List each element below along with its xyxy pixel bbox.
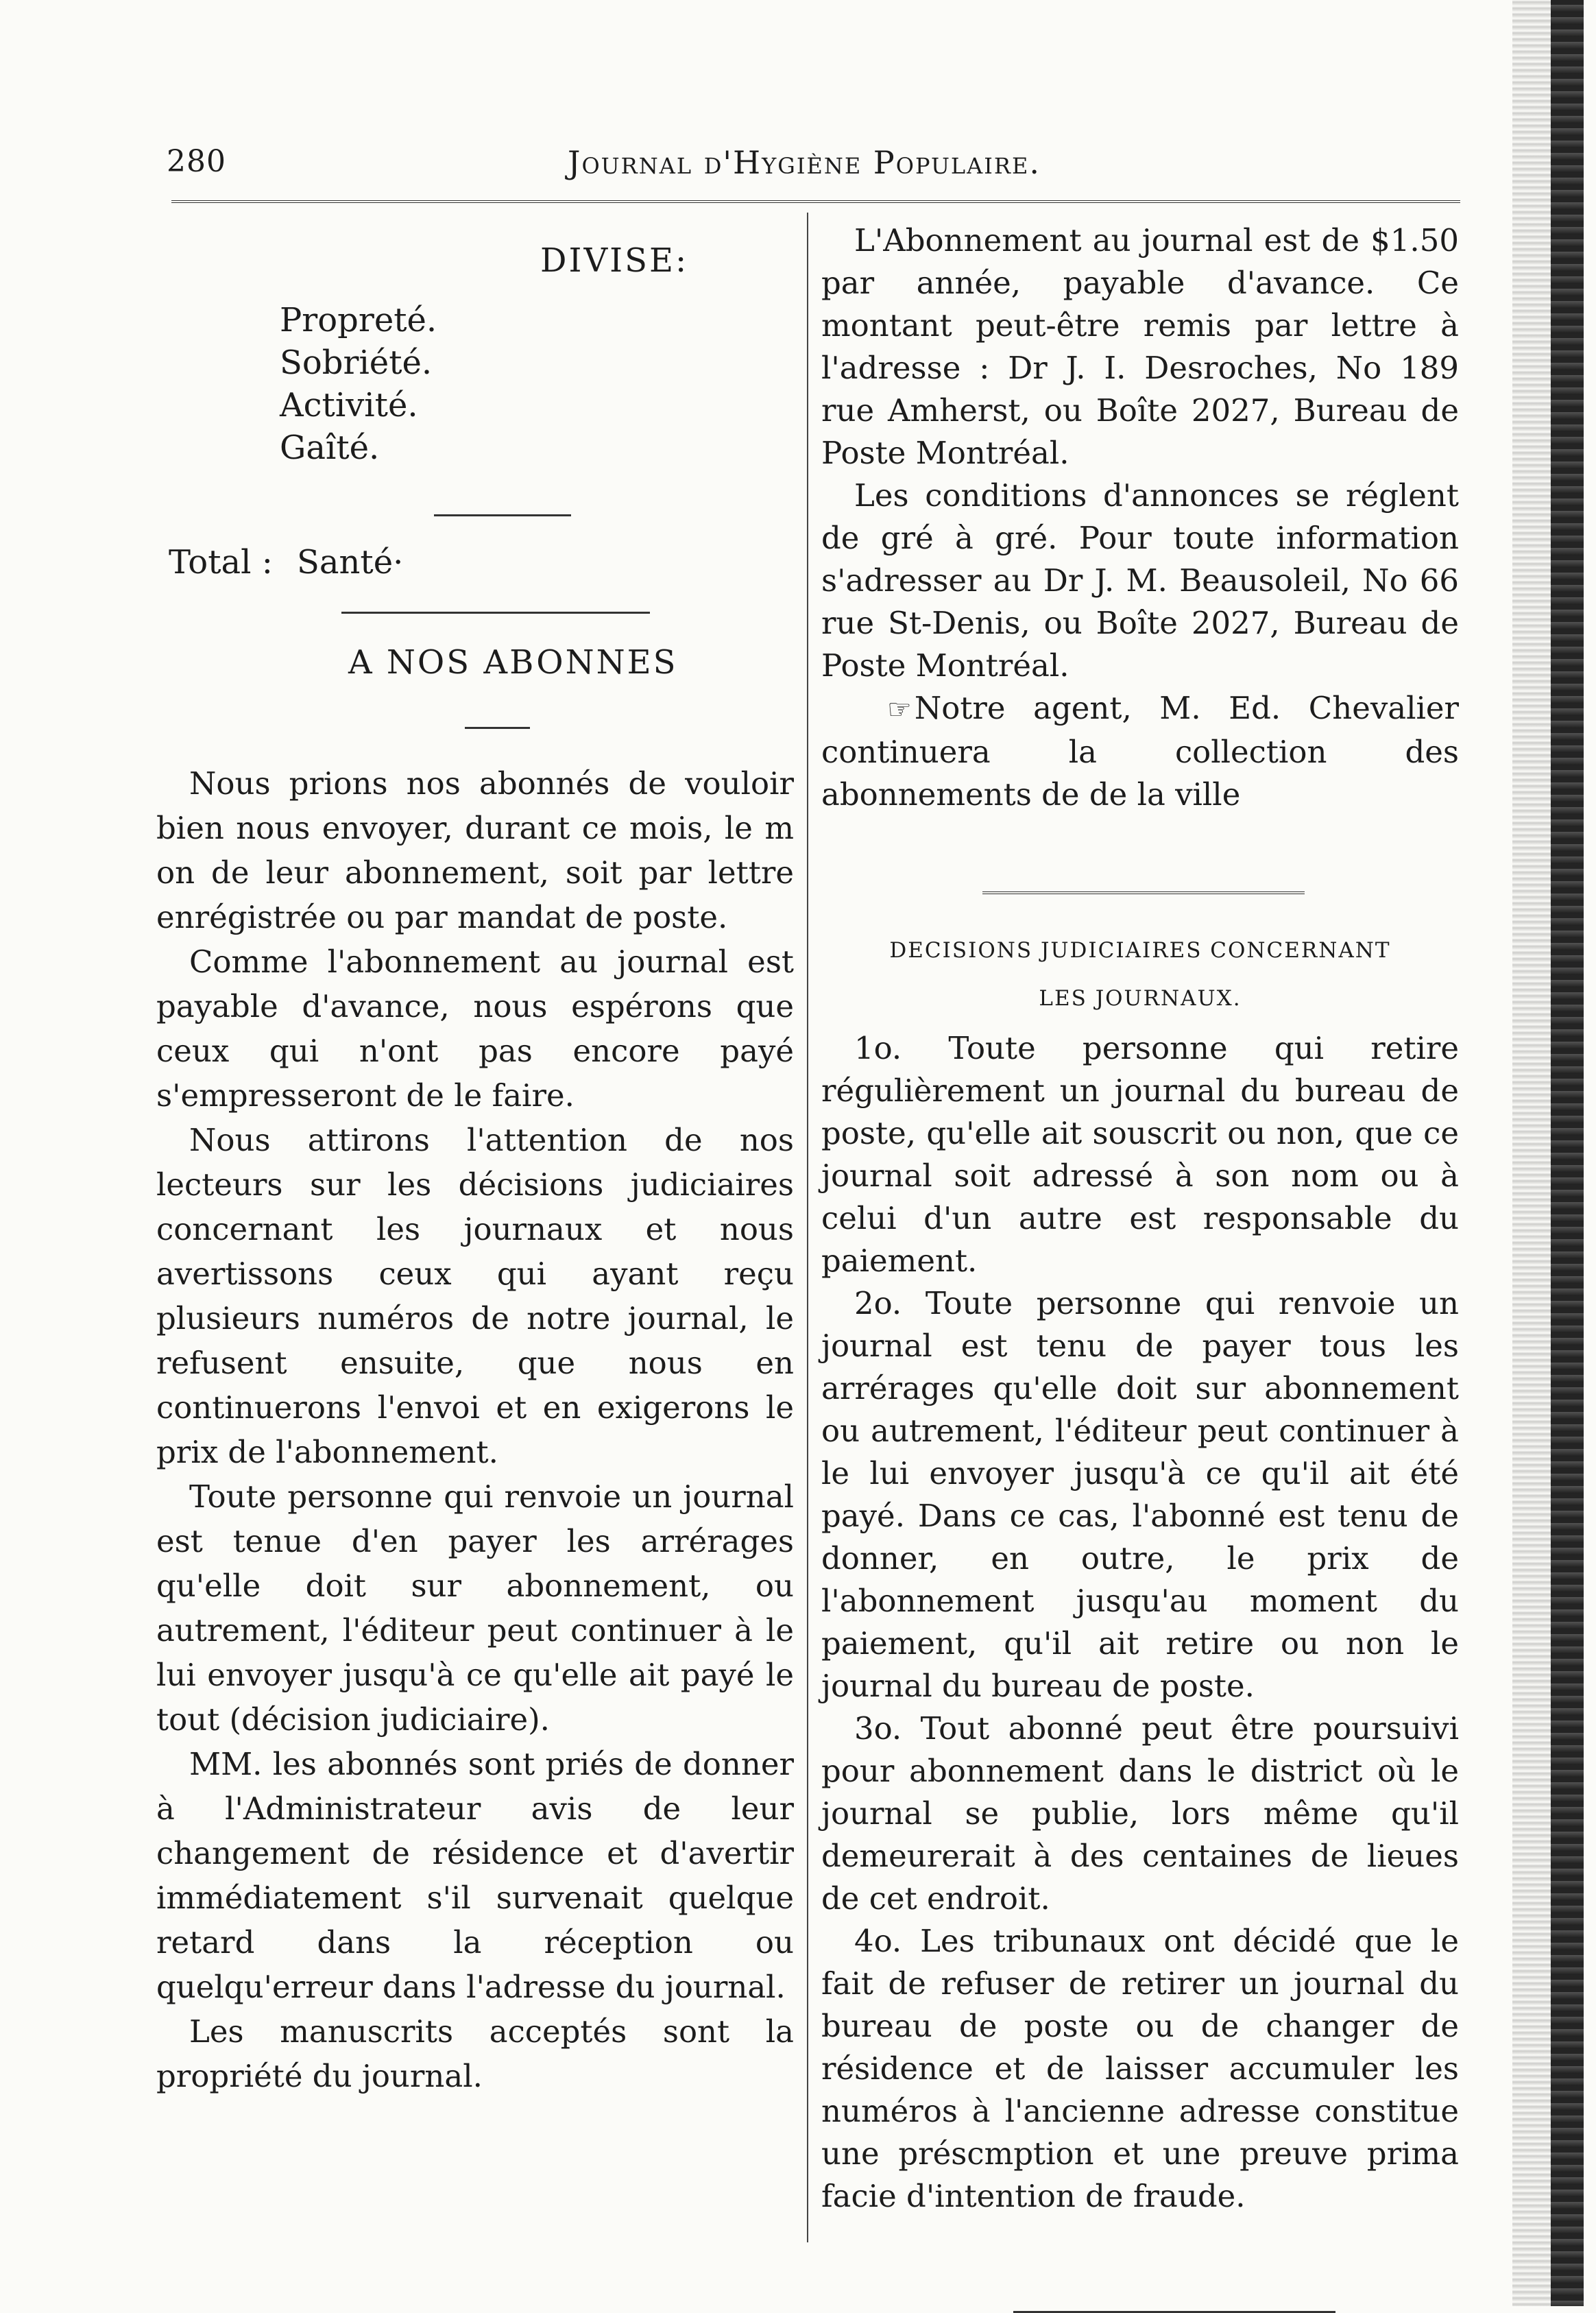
paragraph: Les conditions d'annonces se réglent de gré à gré. Pour toute information s'adresser au Dr J. M. Beausoleil, No 66 rue St-Denis, ou Boîte 2027, Bureau de Poste Montréal. xyxy=(821,477,1459,684)
motto-item: Gaîté. xyxy=(280,429,380,467)
paragraph: Comme l'abonnement au journal est payable d'avance, nous espérons que ceux qui n'ont pas encore payé s'empresseront de le faire. xyxy=(156,944,794,1114)
page-header xyxy=(156,144,1459,192)
page-number: 280 xyxy=(167,144,226,179)
section-rule xyxy=(341,612,650,614)
decisions-heading: DECISIONS JUDICIAIRES CONCERNANT xyxy=(889,938,1391,963)
paragraph: MM. les abonnés sont priés de donner à l'Administrateur avis de leur changement de résidence et d'avertir immédiatement s'il survenait quelque retard dans la réception ou quelqu'erreur dans l'adresse du journal. xyxy=(156,1746,794,2005)
paragraph: 1o. Toute personne qui retire régulièrement un journal du bureau de poste, qu'elle ait souscrit ou non, que ce journal soit adressé à son nom ou à celui d'un autre est responsable du paiement. xyxy=(821,1030,1459,1279)
pointing-hand-icon: ☞ xyxy=(887,694,912,726)
section-rule xyxy=(982,891,1305,894)
section-title-abonnes: A NOS ABONNES xyxy=(348,643,678,682)
running-title: Journal d'Hygiène Populaire. xyxy=(568,144,1041,181)
motto-title: DIVISE: xyxy=(540,241,689,280)
scan-shadow xyxy=(1512,0,1552,2306)
paragraph: 4o. Les tribunaux ont décidé que le fait de refuser de retirer un journal du bureau de poste ou de changer de résidence et de laisser accumuler les numéros à l'ancienne adresse constitue une préscmption et une preuve prima facie d'intention de fraude. xyxy=(821,1923,1459,2214)
decisions-subheading: LES JOURNAUX. xyxy=(1039,986,1242,1011)
paragraph: L'Abonnement au journal est de $1.50 par année, payable d'avance. Ce montant peut-être remis par lettre à l'adresse : Dr J. I. Desroches, No 189 rue Amherst, ou Boîte 2027, Bureau de Poste Montréal. xyxy=(821,222,1459,471)
motto-list xyxy=(280,299,437,469)
paragraph: 3o. Tout abonné peut être poursuivi pour abonnement dans le district où le journal se publie, lors même qu'il demeurerait à des centaines de lieues de cet endroit. xyxy=(821,1710,1459,1917)
short-rule xyxy=(465,727,530,729)
decisions-body xyxy=(821,1027,1459,2218)
agent-note-paragraph xyxy=(821,687,1459,816)
total-label: Total : xyxy=(169,543,273,582)
motto-item: Sobriété. xyxy=(280,344,433,382)
paragraph: Toute personne qui renvoie un journal est tenue d'en payer les arrérages qu'elle doit sur abonnement, ou autrement, l'éditeur peut continuer à le lui envoyer jusqu'à ce qu'elle ait payé le tout (décision judiciaire). xyxy=(156,1478,794,1738)
paragraph: Nous prions nos abonnés de vouloir bien nous envoyer, durant ce mois, le m on de leur abonnement, soit par lettre enrégistrée ou par mandat de poste. xyxy=(156,765,794,935)
abonnes-body xyxy=(156,761,794,2098)
agent-note: Notre agent, M. Ed. Chevalier continuera la collection des abonnements de de la ville xyxy=(821,690,1459,813)
paragraph: 2o. Toute personne qui renvoie un journal est tenu de payer tous les arrérages qu'elle doit sur abonnement ou autrement, l'éditeur peut continuer à le lui envoyer jusqu'à ce qu'il ait été payé. Dans ce cas, l'abonné est tenu de donner, en outre, le prix de l'abonnement jusqu'au moment du paiement, qu'il ait retire ou non le journal du bureau de poste. xyxy=(821,1285,1459,1704)
column-divider xyxy=(807,213,808,2242)
motto-item: Activité. xyxy=(280,386,418,424)
total-value: Santé· xyxy=(297,543,404,582)
scan-binding-edge xyxy=(1551,0,1584,2306)
paragraph: Les manuscrits acceptés sont la propriété du journal. xyxy=(156,2013,794,2094)
motto-rule xyxy=(434,514,571,516)
motto-item: Propreté. xyxy=(280,301,437,339)
header-rule xyxy=(171,200,1460,203)
subscription-info xyxy=(821,219,1459,816)
paragraph: Nous attirons l'attention de nos lecteurs sur les décisions judiciaires concernant les journaux et nous avertissons ceux qui ayant reçu plusieurs numéros de notre journal, le refusent ensuite, que nous en continuerons l'envoi et en exigerons le prix de l'abonnement. xyxy=(156,1122,794,1470)
